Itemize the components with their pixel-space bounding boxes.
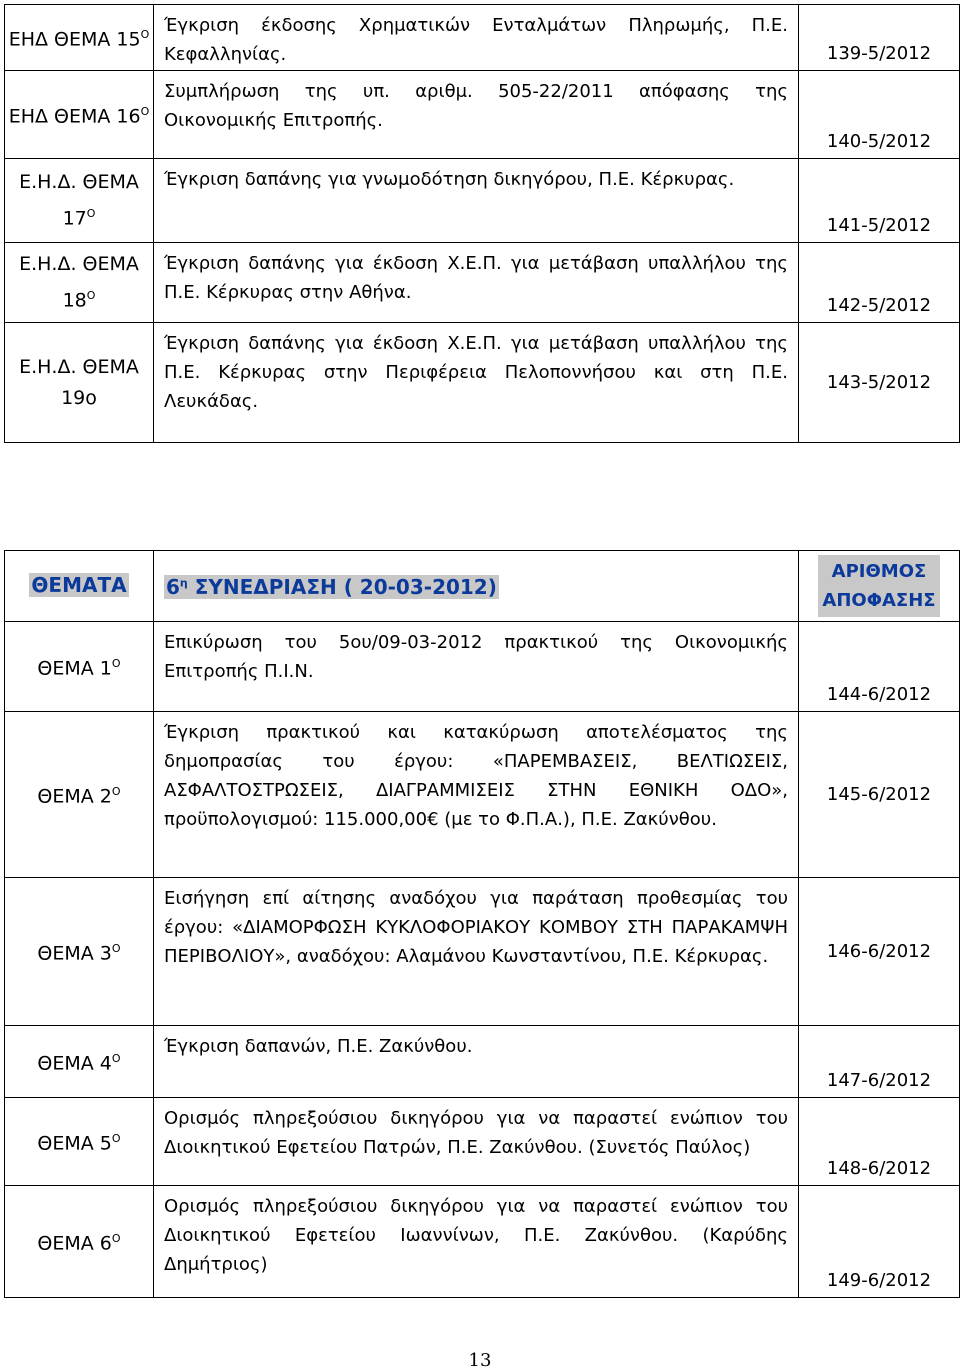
table-row xyxy=(5,878,960,1026)
table-row xyxy=(5,323,960,443)
description-cell xyxy=(154,243,799,323)
decision-number: 139-5/2012 xyxy=(826,43,932,64)
topic-sup: Ο xyxy=(111,785,121,799)
topic-sup: Ο xyxy=(86,288,96,302)
decision-number-cell xyxy=(799,878,960,1026)
description-cell xyxy=(154,622,799,712)
table-header-row xyxy=(5,551,960,622)
topic-label: ΘΕΜΑ 5 xyxy=(37,1132,112,1155)
decision-number-cell xyxy=(799,323,960,443)
topic-sup: Ο xyxy=(86,206,96,220)
topic-cell xyxy=(5,878,154,1026)
decisions-table-1 xyxy=(4,4,960,443)
description-cell xyxy=(154,1098,799,1186)
decision-number: 148-6/2012 xyxy=(826,1158,932,1179)
decision-number: 145-6/2012 xyxy=(826,784,932,805)
table-row xyxy=(5,1186,960,1298)
decision-number: 143-5/2012 xyxy=(826,372,932,393)
header-session-label: $6^\eta$ ΣΥΝΕΔΡΙΑΣΗ ( 20-03-2012) xyxy=(166,575,497,600)
description-cell xyxy=(154,5,799,71)
topic-sup: Ο xyxy=(140,105,150,119)
decision-number: 146-6/2012 xyxy=(826,941,932,962)
description-cell xyxy=(154,1026,799,1098)
topic-sup: Ο xyxy=(111,1132,121,1146)
table-row xyxy=(5,712,960,878)
topic-label: Ε.Η.Δ. ΘΕΜΑ 19ο xyxy=(19,355,139,409)
description-text: Έγκριση δαπάνης για γνωμοδότηση δικηγόρου, Π.Ε. Κέρκυρας. xyxy=(164,169,735,190)
topic-label: ΕΗΔ ΘΕΜΑ 16 xyxy=(8,105,141,128)
header-session xyxy=(154,551,799,622)
topic-cell xyxy=(5,1098,154,1186)
description-text: Επικύρωση του 5ου/09-03-2012 πρακτικού της Οικονομικής Επιτροπής Π.Ι.Ν. xyxy=(164,632,788,682)
decision-number-cell xyxy=(799,71,960,159)
description-text: Ορισμός πληρεξούσιου δικηγόρου για να παραστεί ενώπιον του Διοικητικού Εφετείου Πατρών, Π.Ε. Ζακύνθου. (Συνετός Παύλος) xyxy=(164,1108,788,1158)
description-text: Έγκριση δαπάνης για έκδοση Χ.Ε.Π. για μετάβαση υπαλλήλου της Π.Ε. Κέρκυρας στην Περιφέρεια Πελοποννήσου και στη Π.Ε. Λευκάδας. xyxy=(164,333,788,412)
decision-number-cell xyxy=(799,1098,960,1186)
decision-number: 149-6/2012 xyxy=(826,1270,932,1291)
topic-sup: Ο xyxy=(111,942,121,956)
topic-label: ΘΕΜΑ 3 xyxy=(37,942,112,965)
table-row xyxy=(5,1098,960,1186)
table-row xyxy=(5,1026,960,1098)
topic-label: ΘΕΜΑ 1 xyxy=(37,657,112,680)
description-text: Έγκριση δαπανών, Π.Ε. Ζακύνθου. xyxy=(164,1036,473,1057)
description-cell xyxy=(154,712,799,878)
decision-number: 140-5/2012 xyxy=(826,131,932,152)
topic-cell xyxy=(5,159,154,243)
decision-number: 142-5/2012 xyxy=(826,295,932,316)
topic-label: ΘΕΜΑ 6 xyxy=(37,1232,112,1255)
description-text: Έγκριση δαπάνης για έκδοση Χ.Ε.Π. για μετάβαση υπαλλήλου της Π.Ε. Κέρκυρας στην Αθήνα. xyxy=(164,253,788,303)
table-row xyxy=(5,159,960,243)
table-row xyxy=(5,622,960,712)
decision-number: 147-6/2012 xyxy=(826,1070,932,1091)
decision-number-cell xyxy=(799,1026,960,1098)
decision-number-cell xyxy=(799,159,960,243)
topic-label: Ε.Η.Δ. ΘΕΜΑ 17 xyxy=(19,170,139,230)
header-topics xyxy=(5,551,154,622)
decision-number-cell xyxy=(799,622,960,712)
topic-cell xyxy=(5,712,154,878)
header-decision-number-label: ΑΡΙΘΜΟΣ ΑΠΟΦΑΣΗΣ xyxy=(818,555,939,617)
decision-number-cell xyxy=(799,5,960,71)
topic-cell xyxy=(5,71,154,159)
decision-number-cell xyxy=(799,243,960,323)
description-cell xyxy=(154,878,799,1026)
description-text: Εισήγηση επί αίτησης αναδόχου για παράταση προθεσμίας του έργου: «ΔΙΑΜΟΡΦΩΣΗ ΚΥΚΛΟΦΟΡΙΑΚΟΥ ΚΟΜΒΟΥ ΣΤΗ ΠΑΡΑΚΑΜΨΗ ΠΕΡΙΒΟΛΙΟΥ», αναδόχου: Αλαμάνου Κωνσταντίνου, Π.Ε. Κέρκυρας. xyxy=(164,888,788,967)
topic-label: ΘΕΜΑ 2 xyxy=(37,785,112,808)
topic-cell xyxy=(5,243,154,323)
topic-cell xyxy=(5,5,154,71)
topic-sup: Ο xyxy=(111,657,121,671)
topic-cell xyxy=(5,323,154,443)
header-topics-label: ΘΕΜΑΤΑ xyxy=(31,573,127,597)
topic-sup: Ο xyxy=(111,1232,121,1246)
table-row xyxy=(5,71,960,159)
topic-cell xyxy=(5,622,154,712)
table-row xyxy=(5,243,960,323)
description-cell xyxy=(154,323,799,443)
decision-number-cell xyxy=(799,712,960,878)
topic-sup: Ο xyxy=(111,1052,121,1066)
page-number: 13 xyxy=(468,1350,492,1371)
topic-sup: Ο xyxy=(140,28,150,42)
description-text: Έγκριση πρακτικού και κατακύρωση αποτελέσματος της δημοπρασίας του έργου: «ΠΑΡΕΜΒΑΣΕΙΣ, ΒΕΛΤΙΩΣΕΙΣ, ΑΣΦΑΛΤΟΣΤΡΩΣΕΙΣ, ΔΙΑΓΡΑΜΜΙΣΕΙΣ ΣΤΗΝ ΕΘΝΙΚΗ ΟΔΟ», προϋπολογισμού: 115.000,00€ (με το Φ.Π.Α.), Π.Ε. Ζακύνθου. xyxy=(164,722,788,830)
topic-label: Ε.Η.Δ. ΘΕΜΑ 18 xyxy=(19,252,139,312)
description-text: Ορισμός πληρεξούσιου δικηγόρου για να παραστεί ενώπιον του Διοικητικού Εφετείου Ιωαννίνων, Π.Ε. Ζακύνθου. (Καρύδης Δημήτριος) xyxy=(164,1196,788,1275)
decision-number: 141-5/2012 xyxy=(826,215,932,236)
description-cell xyxy=(154,159,799,243)
topic-cell xyxy=(5,1186,154,1298)
description-text: Συμπλήρωση της υπ. αριθμ. 505-22/2011 απόφασης της Οικονομικής Επιτροπής. xyxy=(164,81,788,131)
description-cell xyxy=(154,1186,799,1298)
topic-cell xyxy=(5,1026,154,1098)
description-cell xyxy=(154,71,799,159)
decisions-table-2 xyxy=(4,550,960,1298)
decision-number-cell xyxy=(799,1186,960,1298)
topic-label: ΕΗΔ ΘΕΜΑ 15 xyxy=(8,28,141,51)
decision-number: 144-6/2012 xyxy=(826,684,932,705)
topic-label: ΘΕΜΑ 4 xyxy=(37,1052,112,1075)
description-text: Έγκριση έκδοσης Χρηματικών Ενταλμάτων Πληρωμής, Π.Ε. Κεφαλληνίας. xyxy=(164,15,788,65)
header-decision-number xyxy=(799,551,960,622)
table-row xyxy=(5,5,960,71)
